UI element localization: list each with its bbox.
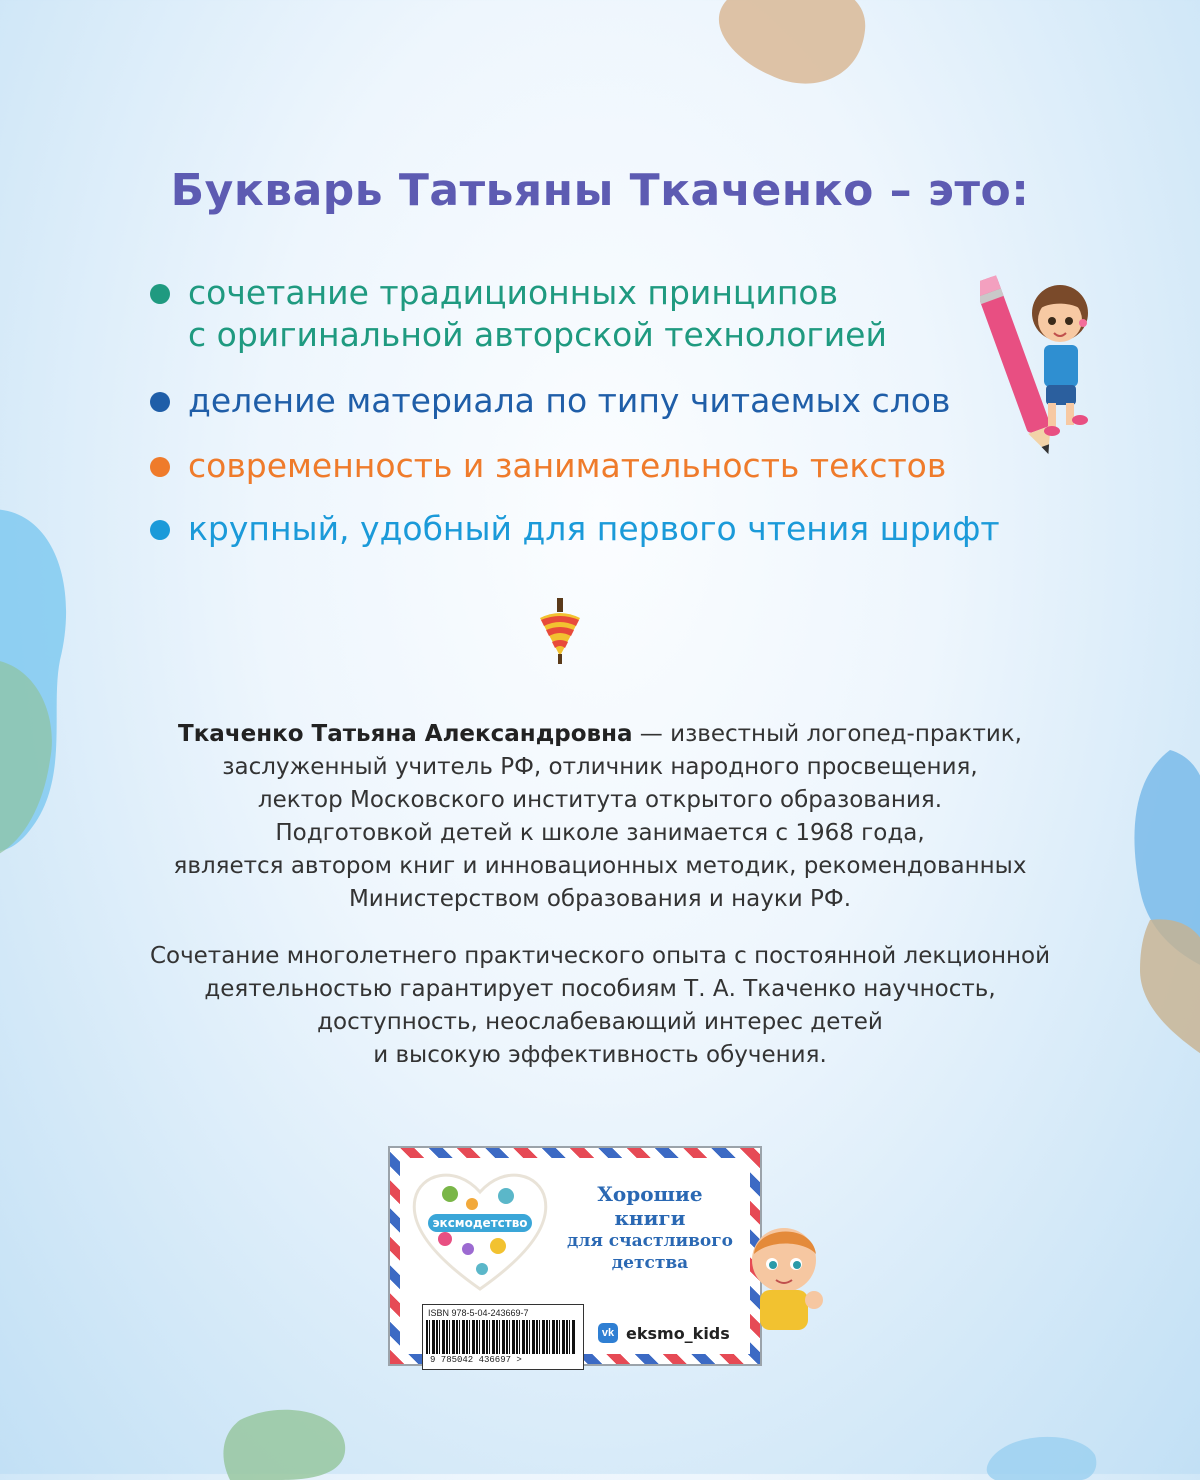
social-handle: eksmo_kids xyxy=(626,1323,730,1343)
girl-with-pencil-illustration xyxy=(980,245,1110,465)
bullet-text: деление материала по типу читаемых слов xyxy=(188,381,951,420)
bullet-dot xyxy=(150,392,170,412)
author-bio: Ткаченко Татьяна Александровна — известный логопед-практик, заслуженный учитель РФ, отличник народного просвещения, лектор Московского института открытого образования. Подготовкой детей к школе занимается с 1968 года, является автором книг и инновационных методик, рекомендованных Министерством образования и науки РФ. xyxy=(173,721,1027,912)
boy-peeking-illustration xyxy=(742,1220,832,1340)
envelope-body xyxy=(400,1158,750,1365)
blob-bottom-right xyxy=(980,1430,1100,1480)
blob-top-right xyxy=(700,0,880,100)
bullet-dot xyxy=(150,284,170,304)
list-item xyxy=(150,445,946,487)
barcode xyxy=(426,1320,576,1354)
bullet-text: современность и занимательность текстов xyxy=(188,446,947,485)
list-item xyxy=(150,508,1000,550)
list-item xyxy=(150,272,887,356)
publisher-slogan: Хорошие книги для счастливого детства xyxy=(567,1182,733,1273)
spinning-top-icon xyxy=(535,598,585,668)
barcode-number: 9 785042 436697 > xyxy=(430,1355,522,1365)
page-title: Букварь Татьяны Ткаченко – это: xyxy=(170,165,1030,216)
blob-bottom-left xyxy=(220,1400,350,1480)
vk-icon: vk xyxy=(598,1323,618,1343)
heart-logo-icon xyxy=(410,1164,550,1294)
bullet-text: крупный, удобный для первого чтения шрифт xyxy=(188,509,1000,548)
list-item xyxy=(150,380,950,422)
bullet-text: сочетание традиционных принципов с оригинальной авторской технологией xyxy=(188,273,887,354)
bullet-dot xyxy=(150,520,170,540)
social-link[interactable] xyxy=(598,1323,730,1343)
publisher-logo: эксмодетство xyxy=(432,1216,528,1230)
bullet-dot xyxy=(150,457,170,477)
author-experience: Сочетание многолетнего практического опыта с постоянной лекционной деятельностью гарантирует пособиям Т. А. Ткаченко научность, доступность, неослабевающий интерес детей и высокую эффективность обучения. xyxy=(149,943,1051,1068)
author-name: Ткаченко Татьяна Александровна xyxy=(178,721,633,747)
isbn-number: ISBN 978-5-04-243669-7 xyxy=(428,1308,529,1318)
publisher-envelope xyxy=(388,1146,762,1366)
